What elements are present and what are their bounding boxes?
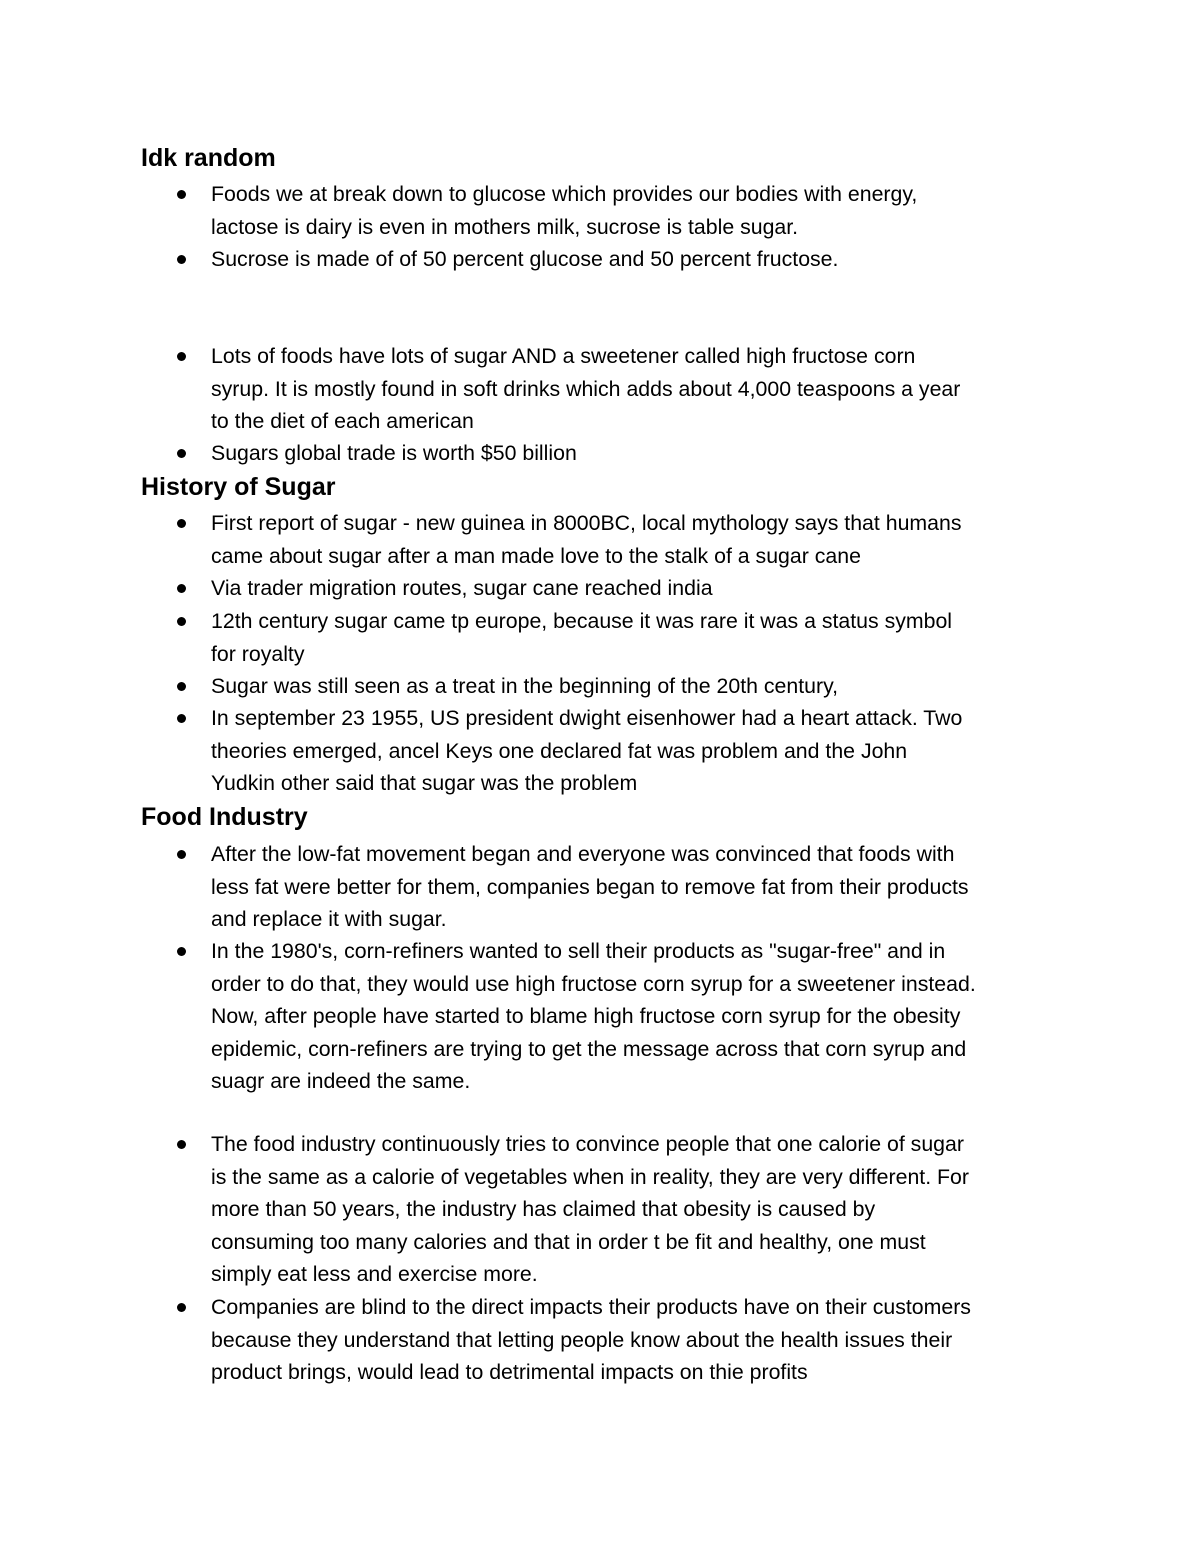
item-line: Via trader migration routes, sugar cane reached india bbox=[211, 576, 713, 600]
bullet-icon bbox=[177, 449, 186, 458]
item-line: Foods we at break down to glucose which provides our bodies with energy, bbox=[211, 182, 918, 206]
item-line: simply eat less and exercise more. bbox=[211, 1262, 538, 1287]
bullet-icon bbox=[177, 617, 186, 626]
bullet-icon bbox=[177, 519, 186, 528]
item-line: suagr are indeed the same. bbox=[211, 1069, 471, 1094]
item-line: The food industry continuously tries to convince people that one calorie of sugar bbox=[211, 1132, 964, 1156]
list-item bbox=[211, 340, 1071, 438]
item-line: theories emerged, ancel Keys one declared fat was problem and the John bbox=[211, 738, 908, 763]
bullet-icon bbox=[177, 947, 186, 956]
bullet-icon bbox=[177, 714, 186, 723]
item-line: lactose is dairy is even in mothers milk, sucrose is table sugar. bbox=[211, 214, 799, 239]
item-line: came about sugar after a man made love to the stalk of a sugar cane bbox=[211, 543, 861, 568]
item-line: consuming too many calories and that in order t be fit and healthy, one must bbox=[211, 1229, 926, 1254]
list-item bbox=[211, 935, 1071, 1098]
item-line: In the 1980's, corn-refiners wanted to sell their products as "sugar-free" and in bbox=[211, 939, 946, 963]
item-line: more than 50 years, the industry has claimed that obesity is caused by bbox=[211, 1197, 876, 1222]
bullet-icon bbox=[177, 584, 186, 593]
item-line: Companies are blind to the direct impacts their products have on their customers bbox=[211, 1295, 971, 1319]
item-line: Sugar was still seen as a treat in the beginning of the 20th century, bbox=[211, 674, 839, 698]
item-line: to the diet of each american bbox=[211, 409, 474, 434]
bullet-icon bbox=[177, 255, 186, 264]
item-line: is the same as a calorie of vegetables when in reality, they are very different. For bbox=[211, 1164, 969, 1189]
item-line: In september 23 1955, US president dwight eisenhower had a heart attack. Two bbox=[211, 706, 963, 730]
list-item bbox=[211, 507, 1071, 572]
bullet-icon bbox=[177, 850, 186, 859]
section-heading-idk-random: Idk random bbox=[141, 144, 276, 172]
item-line: because they understand that letting people know about the health issues their bbox=[211, 1327, 953, 1352]
list-item bbox=[211, 243, 1071, 276]
list-item bbox=[211, 838, 1071, 936]
list-item bbox=[211, 702, 1071, 800]
bullet-icon bbox=[177, 352, 186, 361]
list-item bbox=[211, 572, 1071, 605]
bullet-icon bbox=[177, 1140, 186, 1149]
list-item bbox=[211, 1291, 1071, 1389]
item-line: Now, after people have started to blame high fructose corn syrup for the obesity bbox=[211, 1004, 961, 1029]
list-item bbox=[211, 670, 1071, 703]
section-heading-history-of-sugar: History of Sugar bbox=[141, 473, 336, 501]
item-line: and replace it with sugar. bbox=[211, 907, 447, 932]
list-item bbox=[211, 178, 1071, 243]
item-line: order to do that, they would use high fructose corn syrup for a sweetener instead. bbox=[211, 971, 976, 996]
list-item bbox=[211, 1128, 1071, 1291]
bullet-icon bbox=[177, 682, 186, 691]
bullet-icon bbox=[177, 190, 186, 199]
item-line: After the low-fat movement began and everyone was convinced that foods with bbox=[211, 842, 955, 866]
item-line: for royalty bbox=[211, 641, 305, 666]
item-line: 12th century sugar came tp europe, because it was rare it was a status symbol bbox=[211, 609, 953, 633]
item-line: epidemic, corn-refiners are trying to get the message across that corn syrup and bbox=[211, 1036, 967, 1061]
list-item bbox=[211, 437, 1071, 470]
section-heading-food-industry: Food Industry bbox=[141, 803, 308, 831]
item-line: First report of sugar - new guinea in 8000BC, local mythology says that humans bbox=[211, 511, 962, 535]
item-line: syrup. It is mostly found in soft drinks which adds about 4,000 teaspoons a year bbox=[211, 376, 961, 401]
item-line: Lots of foods have lots of sugar AND a sweetener called high fructose corn bbox=[211, 344, 916, 368]
item-line: Sucrose is made of of 50 percent glucose and 50 percent fructose. bbox=[211, 247, 839, 271]
item-line: product brings, would lead to detrimental impacts on thie profits bbox=[211, 1360, 808, 1385]
list-item bbox=[211, 605, 1071, 670]
item-line: Yudkin other said that sugar was the problem bbox=[211, 771, 638, 796]
item-line: less fat were better for them, companies began to remove fat from their products bbox=[211, 874, 969, 899]
item-line: Sugars global trade is worth $50 billion bbox=[211, 441, 577, 465]
bullet-icon bbox=[177, 1303, 186, 1312]
